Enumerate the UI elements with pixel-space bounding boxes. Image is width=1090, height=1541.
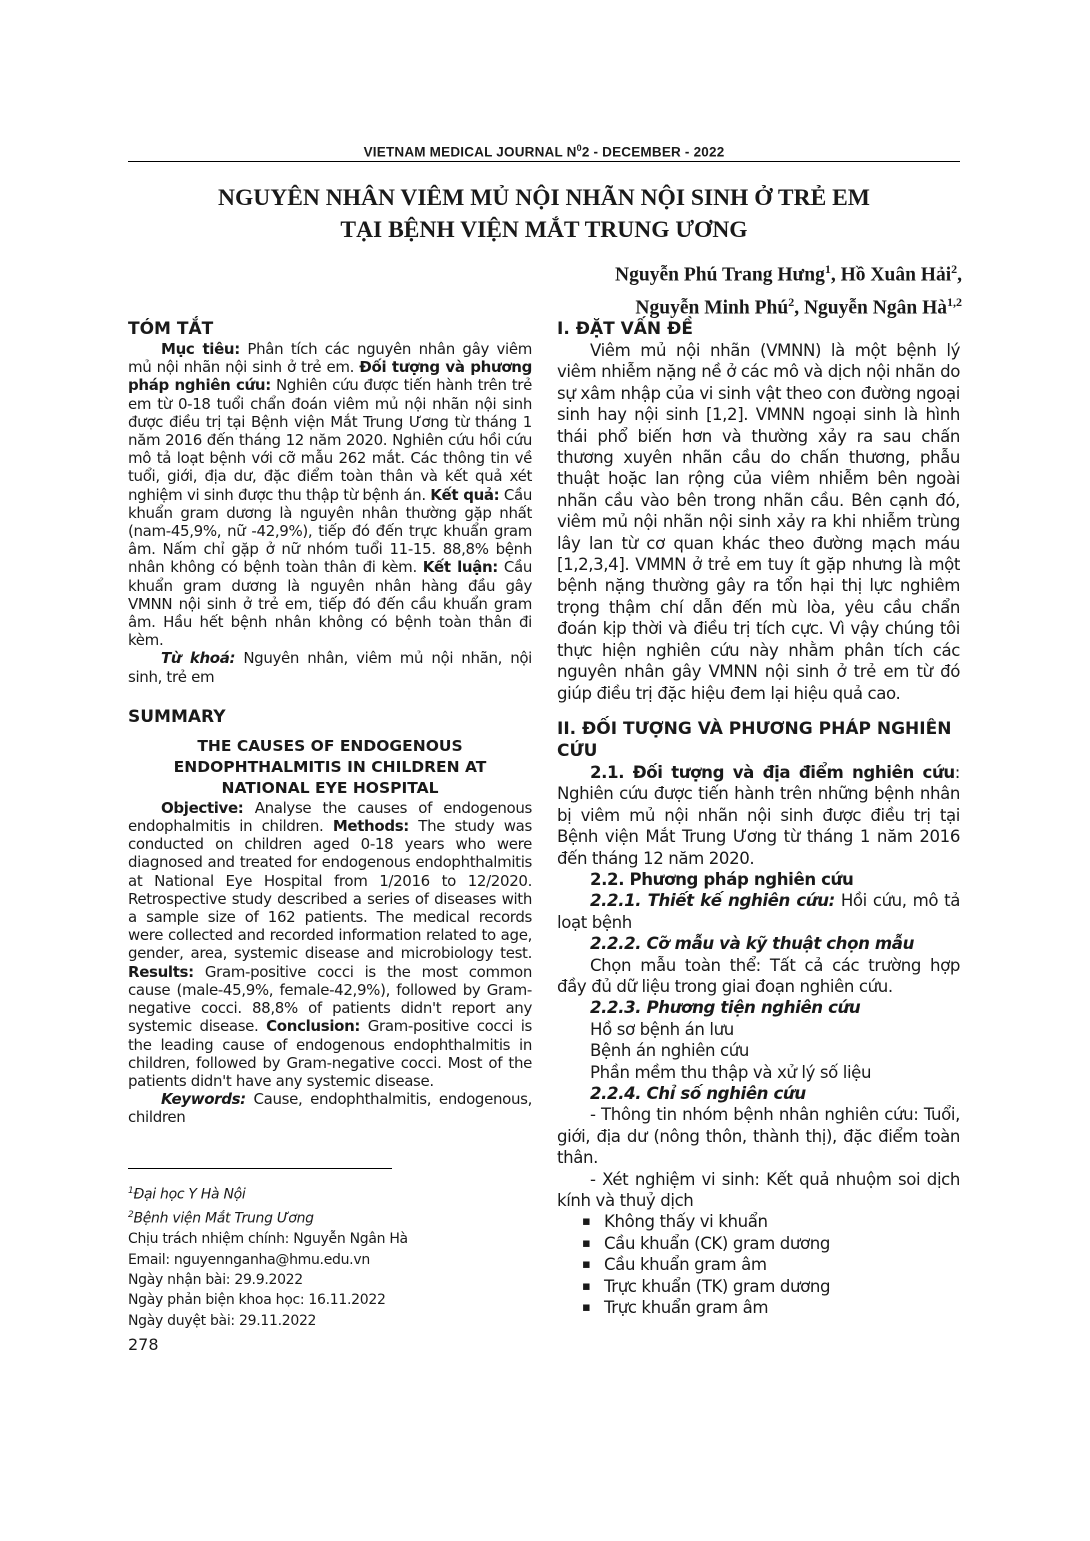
affiliation-1: [128, 1181, 532, 1205]
article-title: [128, 182, 960, 246]
intro-heading: I. ĐẶT VẤN ĐỀ: [557, 319, 693, 339]
conclusion-label: Kết luận:: [422, 558, 498, 577]
microbiology-result-list: [557, 1211, 960, 1318]
list-item: ▪ Cầu khuẩn gram âm: [582, 1254, 960, 1275]
affiliation-sup: 2: [128, 1210, 134, 1221]
journal-name: VIETNAM MEDICAL JOURNAL N: [363, 144, 577, 160]
abstract-vi-body: [128, 340, 532, 649]
title-line-2: TẠI BỆNH VIỆN MẮT TRUNG ƯƠNG: [340, 217, 748, 243]
section-2-2-1-text: Hồi cứu, mô tả loạt bệnh: [557, 891, 960, 932]
running-header: [128, 143, 960, 160]
summary-title-line: ENDOPHTHALMITIS IN CHILDREN AT: [173, 757, 487, 776]
keywords-label: Từ khoá:: [161, 649, 236, 668]
section-2-2-1-label: 2.2.1. Thiết kế nghiên cứu:: [590, 891, 835, 911]
objective-text: Analyse the causes of endogenous endophalmitis in children.: [128, 798, 532, 836]
results-label: Kết quả:: [430, 485, 500, 504]
header-rule: [128, 161, 960, 162]
author-list: [615, 256, 962, 321]
section-2-1: [557, 762, 960, 869]
list-item: ▪ Trực khuẩn gram âm: [582, 1297, 960, 1318]
author-line-1: [615, 256, 962, 289]
section-2-2-1: [557, 890, 960, 933]
section-2-2-4-patient-info: - Thông tin nhóm bệnh nhân nghiên cứu: Tuổi, giới, địa dư (nông thôn, thành thị), đặc điểm toàn thân.: [557, 1105, 960, 1168]
left-column: [128, 318, 532, 1127]
list-item: ▪ Trực khuẩn (TK) gram dương: [582, 1276, 960, 1297]
affiliation-2: [128, 1205, 532, 1229]
right-column: [557, 318, 960, 1318]
methods-heading: II. ĐỐI TƯỢNG VÀ PHƯƠNG PHÁP NGHIÊN CỨU: [557, 718, 952, 761]
results-label: Results:: [128, 962, 194, 981]
footnotes: [128, 1181, 532, 1331]
list-item: Phần mềm thu thập và xử lý số liệu: [590, 1062, 872, 1082]
corresponding-author: Chịu trách nhiệm chính: Nguyễn Ngân Hà: [128, 1231, 408, 1248]
affiliation-text: Bệnh viện Mắt Trung Ương: [133, 1210, 314, 1227]
summary-title-line: NATIONAL EYE HOSPITAL: [221, 778, 439, 797]
abstract-vi-keywords: [128, 649, 532, 685]
list-item: ▪ Không thấy vi khuẩn: [582, 1211, 960, 1232]
author-separator: ,: [957, 264, 962, 286]
objective-text: Phân tích các nguyên nhân gây viêm mủ nội nhãn nội sinh ở trẻ em.: [128, 340, 533, 377]
objective-label: Mục tiêu:: [161, 340, 240, 358]
journal-issue: 2 - DECEMBER - 2022: [581, 144, 725, 160]
list-item: Hồ sơ bệnh án lưu: [590, 1019, 734, 1039]
author-affiliation: 2: [951, 262, 958, 276]
author-affiliation: 2: [788, 294, 795, 309]
section-2-2-4-label: 2.2.4. Chỉ số nghiên cứu: [590, 1084, 806, 1103]
summary-title-line: THE CAUSES OF ENDOGENOUS: [197, 736, 463, 755]
summary-title: [128, 736, 532, 799]
list-item: ▪ Cầu khuẩn (CK) gram dương: [582, 1233, 960, 1254]
abstract-vi-heading: TÓM TẮT: [128, 319, 214, 339]
methods-label: Methods:: [332, 817, 409, 836]
author-affiliation: 1,2: [947, 294, 962, 309]
summary-heading: SUMMARY: [128, 706, 226, 727]
section-2-2-3-label: 2.2.3. Phương tiện nghiên cứu: [590, 998, 861, 1018]
results-text: Gram-positive cocci is the most common cause (male-45,9%, female-42,9%), followed by Gram-negative cocci. 88,8% of patients didn't report any systemic disease.: [128, 962, 532, 1036]
affiliation-sup: 1: [128, 1186, 134, 1196]
affiliation-text: Đại học Y Hà Nội: [133, 1186, 246, 1203]
author-name: Nguyễn Phú Trang Hưng: [615, 264, 825, 286]
author-separator: ,: [830, 264, 841, 286]
methods-label: Đối tượng và phương pháp nghiên cứu:: [128, 358, 532, 395]
keywords-text: Cause, endophthalmitis, endogenous, children: [128, 1090, 532, 1127]
section-2-2-2-text: Chọn mẫu toàn thể: Tất cả các trường hợp đầy đủ dữ liệu trong giai đoạn nghiên cứu.: [557, 955, 960, 996]
page-number: 278: [128, 1335, 159, 1354]
objective-label: Objective:: [161, 798, 244, 817]
date-received: Ngày nhận bài: 29.9.2022: [128, 1271, 303, 1288]
abstract-en-body: [128, 799, 532, 1090]
section-2-1-label: 2.1. Đối tượng và địa điểm nghiên cứu: [590, 762, 955, 782]
keywords-label: Keywords:: [161, 1090, 246, 1109]
corresponding-email: Email: nguyennganha@hmu.edu.vn: [128, 1251, 370, 1268]
author-line-2: [615, 289, 962, 322]
conclusion-text: Gram-positive cocci is the leading cause of endogenous endophthalmitis in children, followed by Gram-negative cocci. Most of the patients didn't have any systemic disease.: [128, 1017, 532, 1090]
author-name: Nguyễn Ngân Hà: [803, 297, 947, 318]
date-reviewed: Ngày phản biện khoa học: 16.11.2022: [128, 1292, 386, 1309]
conclusion-label: Conclusion:: [266, 1017, 361, 1036]
section-2-1-text: : Nghiên cứu được tiến hành trên những bệnh nhân bị viêm mủ nội nhãn nội sinh được điều trị tại Bệnh viện Mắt Trung Ương từ tháng 1 năm 2016 đến tháng 12 năm 2020.: [557, 762, 960, 868]
conclusion-text: Cầu khuẩn gram dương là nguyên nhân hàng đầu gây VMNN nội sinh ở trẻ em, tiếp đó đến cầu khuẩn gram âm. Hầu hết bệnh nhân không có bệnh toàn thân đi kèm.: [128, 558, 532, 650]
author-separator: ,: [794, 297, 804, 318]
author-name: Nguyễn Minh Phú: [635, 297, 789, 318]
author-name: Hồ Xuân Hải: [840, 264, 952, 286]
title-line-1: NGUYÊN NHÂN VIÊM MỦ NỘI NHÃN NỘI SINH Ở TRẺ EM: [218, 185, 870, 211]
results-text: Cầu khuẩn gram dương là nguyên nhân thường gặp nhất (nam-45,9%, nữ -42,9%), tiếp đó đến trực khuẩn gram âm. Nấm chỉ gặp ở nữ nhóm tuổi 11-15. 88,8% bệnh nhân không có bệnh toàn thân đi kèm.: [128, 485, 532, 577]
date-accepted: Ngày duyệt bài: 29.11.2022: [128, 1312, 317, 1329]
abstract-en-keywords: [128, 1090, 532, 1126]
section-2-2-2-label: 2.2.2. Cỡ mẫu và kỹ thuật chọn mẫu: [590, 934, 914, 954]
section-2-2-label: 2.2. Phương pháp nghiên cứu: [590, 869, 854, 889]
keywords-text: Nguyên nhân, viêm mủ nội nhãn, nội sinh, trẻ em: [128, 649, 532, 686]
section-2-2-4-microbiology: - Xét nghiệm vi sinh: Kết quả nhuộm soi dịch kính và thuỷ dịch: [557, 1169, 960, 1211]
author-affiliation: 1: [824, 262, 831, 276]
methods-text: The study was conducted on children aged 0-18 years who were diagnosed and treated for endogenous endophthalmitis at National Eye Hospital from 1/2016 to 12/2020. Retrospective study described a series of diseases with a sample size of 162 patients. The medical records were collected and recorded information related to age, gender, area, systemic disease and microbiology test.: [128, 817, 532, 963]
methods-text: Nghiên cứu được tiến hành trên trẻ em từ 0-18 tuổi chẩn đoán viêm mủ nội nhãn nội sinh được điều trị tại Bệnh viện Mắt Trung Ương từ tháng 1 năm 2016 đến tháng 12 năm 2020. Nghiên cứu hồi cứu mô tả loạt bệnh với cỡ mẫu 262 mắt. Các thông tin về tuổi, giới, địa dư, đặc điểm toàn thân và kết quả xét nghiệm vi sinh được thu thập từ bệnh án.: [128, 376, 532, 504]
footnote-rule: [128, 1168, 392, 1169]
journal-number-sup: 0: [576, 143, 582, 153]
intro-text: Viêm mủ nội nhãn (VMNN) là một bệnh lý viêm nhiễm nặng nề ở các mô và dịch nội nhãn do sự xâm nhập của vi sinh vật theo con đường ngoại sinh hay nội sinh [1,2]. VMNN ngoại sinh là hình thái phổ biến hơn và thường xảy ra sau chấn thương xuyên nhãn cầu do chấn thương, phẫu thuật hoặc lan rộng của viêm nhiễm bên ngoài nhãn cầu vào bên trong nhãn cầu. Bên cạnh đó, viêm mủ nội nhãn nội sinh xảy ra khi nhiễm trùng lây lan từ cơ quan khác theo đường mạch máu [1,2,3,4]. VMMN ở trẻ em tuy ít gặp nhưng là một bệnh nặng thường gây ra tổn hại thị lực nghiêm trọng thậm chí dẫn đến mù lòa, yêu cầu chẩn đoán kịp thời và điều trị tích cực. Vì vậy chúng tôi thực hiện nghiên cứu này nhằm phân tích các nguyên nhân gây VMNN nội sinh ở trẻ em từ đó giúp điều trị đặc hiệu đem lại hiệu quả cao.: [557, 341, 960, 703]
list-item: Bệnh án nghiên cứu: [590, 1041, 749, 1061]
